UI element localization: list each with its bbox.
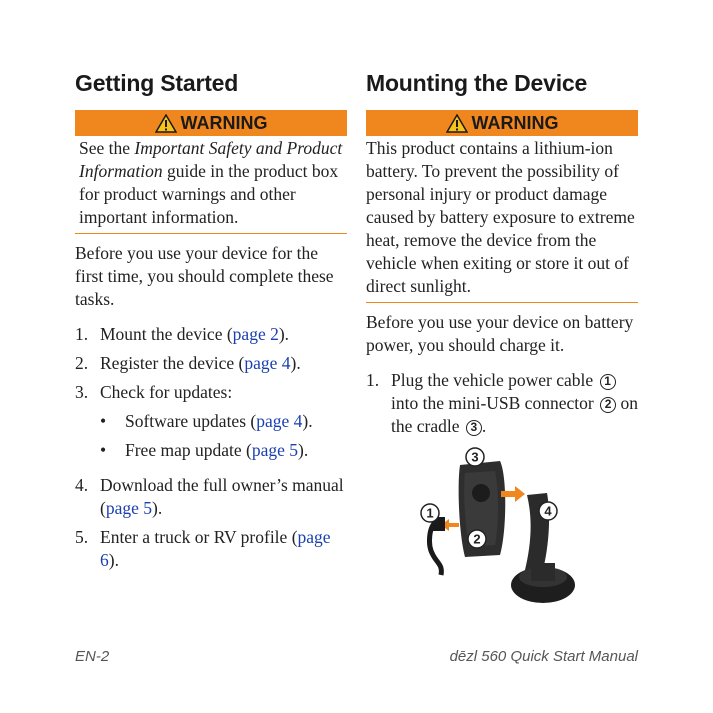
list-item bbox=[75, 352, 347, 375]
list-item bbox=[75, 474, 347, 520]
warning-text-post: guide in the product box for product warnings and other important information. bbox=[79, 161, 339, 227]
step-number: 2. bbox=[75, 353, 89, 373]
cradle-mount-illustration bbox=[415, 445, 590, 615]
callout-2: 2 bbox=[600, 397, 616, 413]
getting-started-heading: Getting Started bbox=[75, 70, 239, 96]
list-item: • Software updates (page 4). bbox=[100, 411, 313, 431]
list-item bbox=[75, 381, 347, 468]
page-link[interactable]: page 2 bbox=[232, 324, 279, 344]
bullet: • bbox=[100, 411, 107, 431]
list-item: • Free map update (page 5). bbox=[100, 440, 309, 460]
step-text: Download the full owner’s manual (page 5). bbox=[100, 475, 344, 518]
intro-paragraph: Before you use your device on battery power, you should charge it. bbox=[366, 312, 634, 355]
page-link[interactable]: page 4 bbox=[244, 353, 291, 373]
callout-1: 1 bbox=[426, 505, 434, 521]
warning-text bbox=[75, 136, 347, 233]
step-number: 3. bbox=[75, 382, 89, 402]
step-text: Enter a truck or RV profile (page 6). bbox=[100, 527, 331, 570]
steps-list bbox=[366, 369, 638, 438]
step-text: Register the device (page 4). bbox=[100, 353, 301, 373]
page-link[interactable]: page 5 bbox=[105, 498, 152, 518]
step-text: Mount the device (page 2). bbox=[100, 324, 290, 344]
step-number: 1. bbox=[366, 370, 380, 390]
warning-icon bbox=[155, 114, 177, 133]
callout-1: 1 bbox=[600, 374, 616, 390]
right-column bbox=[366, 70, 638, 444]
page-number: EN-2 bbox=[75, 648, 110, 665]
warning-label: WARNING bbox=[180, 112, 268, 133]
intro-paragraph: Before you use your device for the first time, you should complete these tasks. bbox=[75, 243, 334, 309]
sub-list bbox=[100, 410, 313, 462]
list-item bbox=[75, 526, 347, 572]
warning-rule bbox=[366, 302, 638, 303]
mounting-heading: Mounting the Device bbox=[366, 70, 588, 96]
steps-list bbox=[75, 323, 347, 572]
warning-text-pre: See the bbox=[79, 138, 135, 158]
step-number: 1. bbox=[75, 324, 89, 344]
warning-text-italic: Important Safety and Product Information bbox=[79, 138, 343, 181]
list-item bbox=[366, 369, 638, 438]
bullet: • bbox=[100, 440, 107, 460]
step-text: Plug the vehicle power cable 1 into the mini-USB connector 2 on the cradle 3 . bbox=[391, 370, 638, 436]
step-number: 4. bbox=[75, 475, 89, 495]
callout-4: 4 bbox=[544, 503, 552, 519]
callout-2: 2 bbox=[473, 531, 481, 547]
callout-3: 3 bbox=[471, 449, 479, 465]
warning-text: This product contains a lithium-ion battery. To prevent the possibility of personal injury or product damage caused by battery exposure to extreme heat, remove the device from the vehicle when exiting or store it out of direct sunlight. bbox=[366, 138, 635, 296]
page-link[interactable]: page 4 bbox=[256, 411, 303, 431]
step-number: 5. bbox=[75, 527, 89, 547]
page-link[interactable]: page 6 bbox=[100, 527, 331, 570]
step-text: Check for updates: • Software updates (page 4). • Free map update (page 5). bbox=[100, 382, 313, 460]
list-item bbox=[75, 323, 347, 346]
warning-label: WARNING bbox=[471, 112, 559, 133]
warning-banner bbox=[75, 110, 347, 136]
warning-banner bbox=[366, 110, 638, 136]
warning-icon bbox=[446, 114, 468, 133]
left-column bbox=[75, 70, 347, 578]
manual-title: dēzl 560 Quick Start Manual bbox=[449, 648, 638, 665]
warning-rule bbox=[75, 233, 347, 234]
page-link[interactable]: page 5 bbox=[251, 440, 298, 460]
callout-3: 3 bbox=[466, 420, 482, 436]
